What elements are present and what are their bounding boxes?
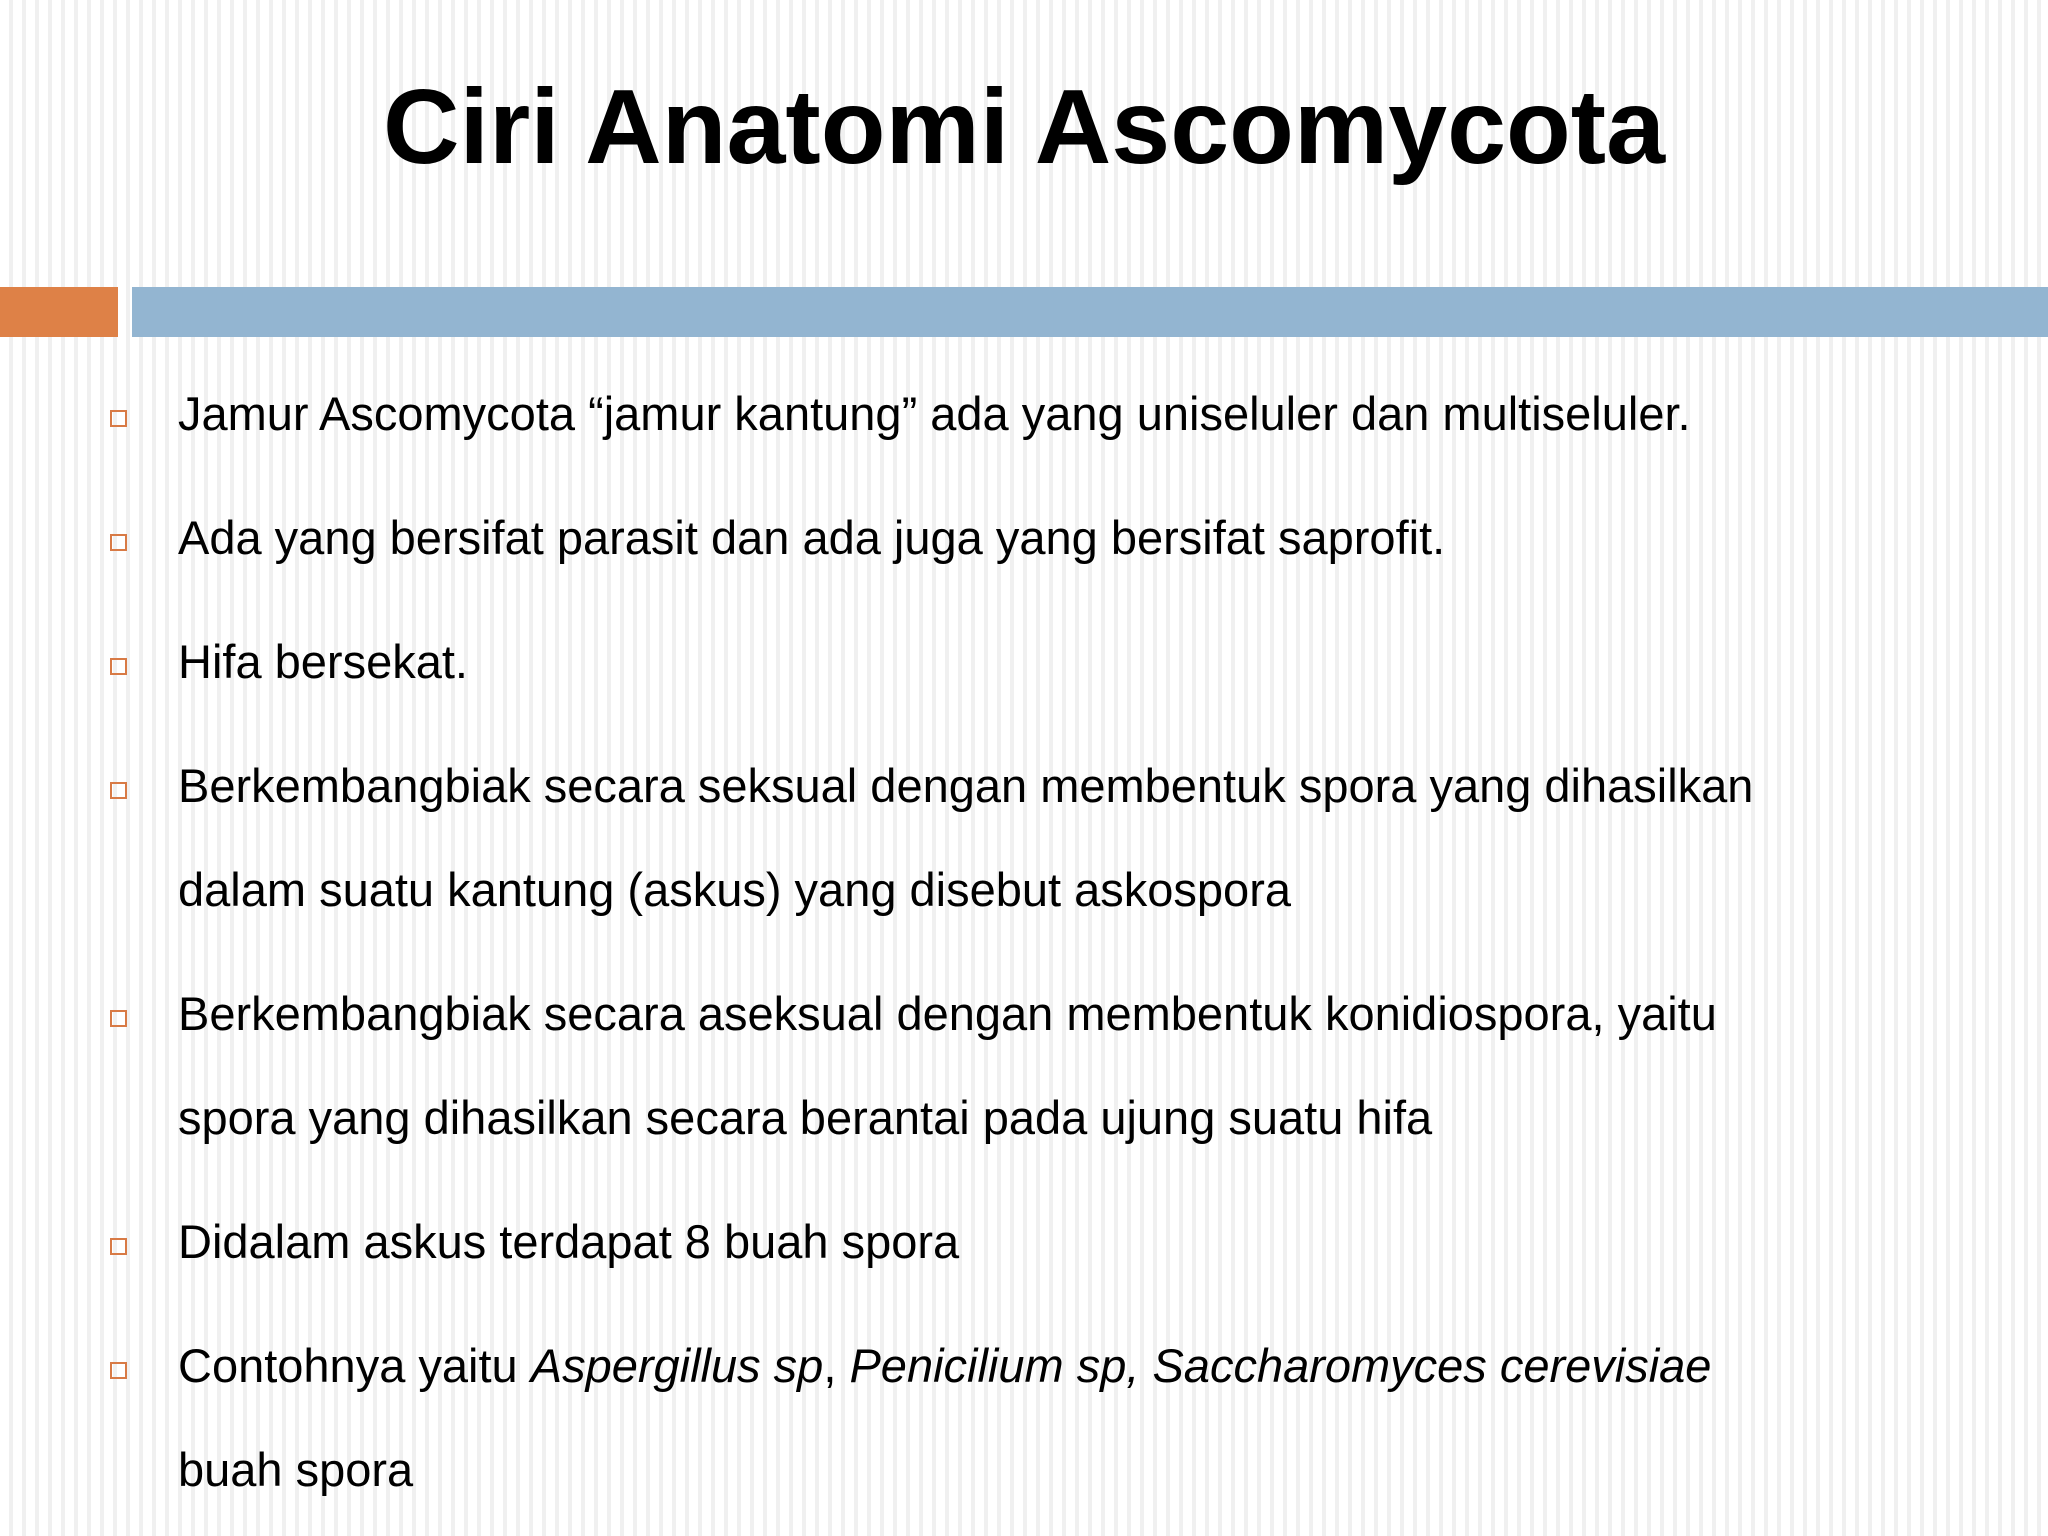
bullet-line: Berkembangbiak secara seksual dengan membentuk spora yang dihasilkan (178, 759, 1754, 812)
separator-text: , (823, 1339, 850, 1392)
bullet-line: buah spora (178, 1443, 414, 1496)
slide-title: Ciri Anatomi Ascomycota (382, 68, 1666, 186)
bullet-line: Didalam askus terdapat 8 buah spora (178, 1215, 960, 1268)
accent-bar-blue (132, 287, 2048, 337)
bullet-line: Jamur Ascomycota “jamur kantung” ada yang uniseluler dan multiseluler. (178, 387, 1691, 440)
bullet-line: Ada yang bersifat parasit dan ada juga yang bersifat saprofit. (178, 511, 1446, 564)
square-bullet-icon (110, 534, 127, 551)
square-bullet-icon (110, 782, 127, 799)
bullet-text (178, 388, 1998, 466)
bullet-text (178, 1340, 1998, 1522)
bullet-text (178, 988, 1998, 1170)
species-name: Penicilium sp, Saccharomyces cerevisiae (849, 1339, 1712, 1392)
bullet-text (178, 760, 1998, 942)
bullet-line: dalam suatu kantung (askus) yang disebut askospora (178, 863, 1291, 916)
bullet-line: spora yang dihasilkan secara berantai pada ujung suatu hifa (178, 1091, 1433, 1144)
bullet-text (178, 1216, 1998, 1294)
bullet-prefix-text: Contohnya yaitu (178, 1339, 531, 1392)
bullet-line (178, 1314, 1998, 1418)
square-bullet-icon (110, 1238, 127, 1255)
square-bullet-icon (110, 1010, 127, 1027)
bullet-text (178, 636, 1998, 714)
square-bullet-icon (110, 658, 127, 675)
square-bullet-icon (110, 1362, 127, 1379)
bullet-line: Hifa bersekat. (178, 635, 468, 688)
species-name: Aspergillus sp (530, 1339, 824, 1392)
bullet-text (178, 512, 1998, 590)
accent-bar-orange (0, 287, 118, 337)
square-bullet-icon (110, 410, 127, 427)
bullet-line: Berkembangbiak secara aseksual dengan membentuk konidiospora, yaitu (178, 987, 1717, 1040)
